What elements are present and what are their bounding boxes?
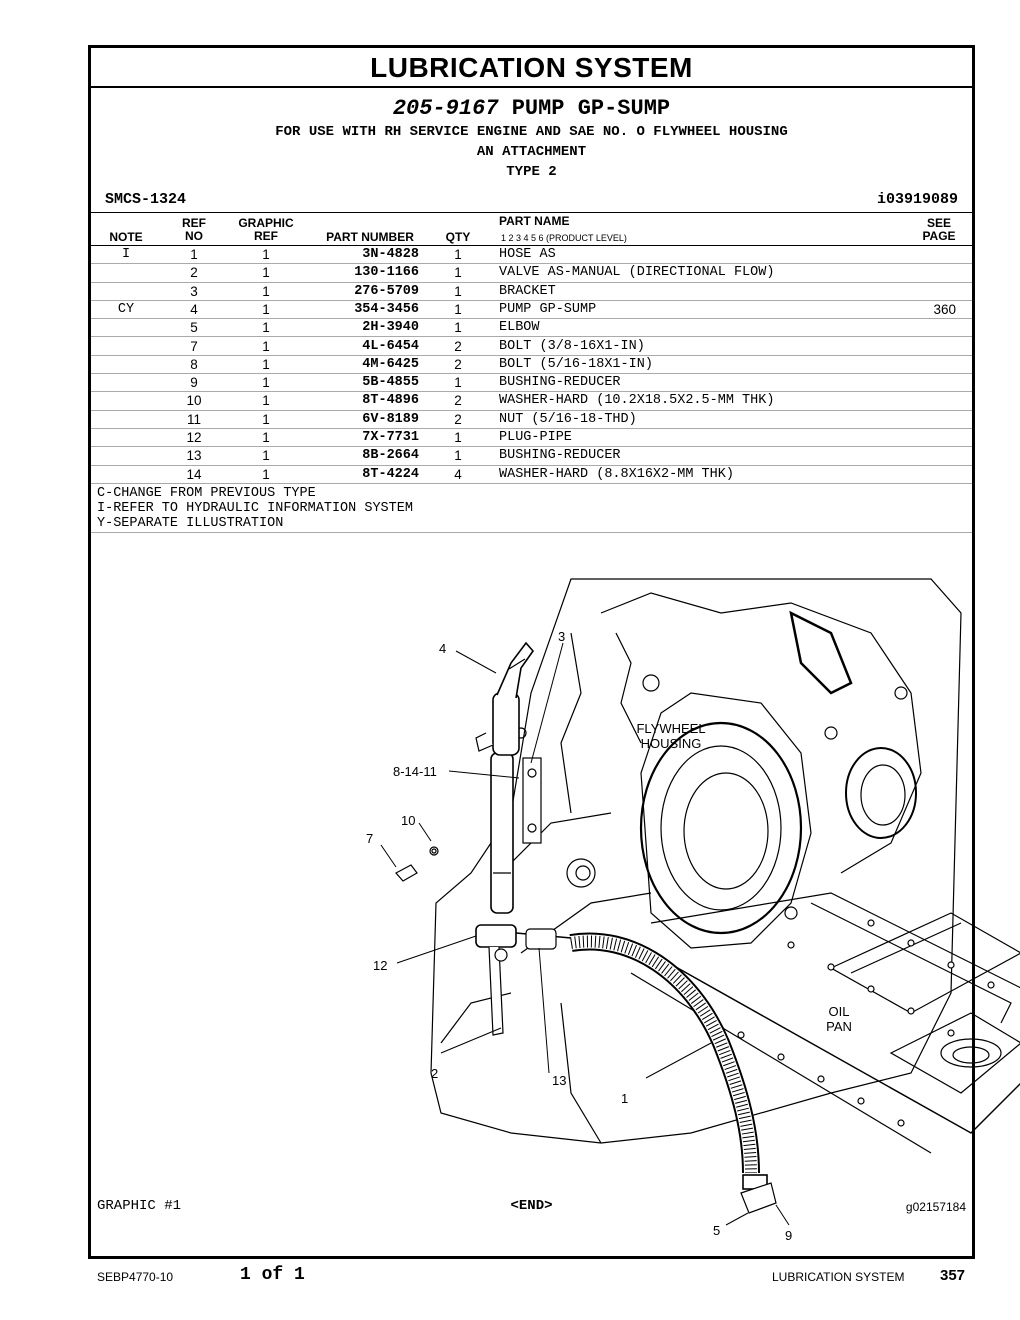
part-number[interactable]: 5B-4855	[362, 375, 419, 391]
callout-8-14-11[interactable]: 8-14-11	[393, 764, 437, 779]
table-row	[91, 283, 972, 301]
col-see-page-top: SEE	[926, 216, 951, 230]
part-ref-no: 13	[186, 448, 202, 464]
part-graphic-ref: 1	[262, 247, 270, 262]
part-ref-no: 7	[190, 338, 198, 354]
col-graphic-ref-top: GRAPHIC	[238, 216, 294, 230]
table-row	[91, 429, 972, 447]
part-graphic-ref: 1	[262, 448, 270, 464]
divider	[91, 532, 972, 533]
part-number[interactable]: 354-3456	[354, 301, 419, 317]
label-flywheel: FLYWHEEL	[636, 721, 706, 736]
part-name: HOSE AS	[499, 247, 556, 262]
part-qty: 1	[454, 265, 462, 281]
part-graphic-ref: 1	[262, 320, 270, 336]
table-row	[91, 338, 972, 356]
part-see-page[interactable]: 360	[933, 301, 956, 317]
col-ref-no	[176, 217, 212, 243]
part-graphic-ref: 1	[262, 338, 270, 354]
part-note: I	[121, 247, 131, 262]
part-graphic-ref: 1	[262, 430, 270, 445]
part-ref-no: 2	[190, 265, 198, 281]
part-ref-no: 9	[190, 375, 198, 391]
group-heading	[91, 96, 972, 121]
table-row	[91, 246, 972, 264]
part-name: PLUG-PIPE	[499, 430, 572, 445]
col-ref-no-top: REF	[182, 216, 206, 230]
document-ident: i03919089	[876, 191, 958, 208]
part-qty: 4	[454, 466, 462, 482]
part-name: ELBOW	[499, 320, 540, 336]
part-graphic-ref: 1	[262, 283, 270, 299]
graphic-code: g02157184	[905, 1200, 966, 1214]
part-graphic-ref: 1	[262, 411, 270, 427]
callout-7[interactable]: 7	[366, 831, 374, 846]
footer-doc-number: SEBP4770-10	[97, 1270, 174, 1284]
note-hydraulic: I-REFER TO HYDRAULIC INFORMATION SYSTEM	[97, 501, 413, 516]
note-separate: Y-SEPARATE ILLUSTRATION	[97, 516, 284, 531]
part-note: CY	[117, 301, 135, 317]
part-number[interactable]: 6V-8189	[362, 411, 419, 427]
part-name: WASHER-HARD (8.8X16X2-MM THK)	[499, 466, 734, 482]
group-line-2: AN ATTACHMENT	[476, 144, 587, 160]
table-row	[91, 319, 972, 337]
part-graphic-ref: 1	[262, 375, 270, 391]
part-name: BOLT (3/8-16X1-IN)	[499, 338, 645, 354]
callout-5[interactable]: 5	[713, 1223, 721, 1238]
part-qty: 1	[454, 283, 462, 299]
part-qty: 1	[454, 301, 462, 317]
table-row	[91, 356, 972, 374]
col-ref-no-bottom: NO	[185, 229, 203, 243]
graphic-label: GRAPHIC #1	[97, 1198, 182, 1214]
part-qty: 2	[454, 356, 462, 372]
part-qty: 2	[454, 411, 462, 427]
footer-section: LUBRICATION SYSTEM	[772, 1270, 905, 1284]
group-line-1: FOR USE WITH RH SERVICE ENGINE AND SAE NO. O FLYWHEEL HOUSING	[275, 124, 788, 140]
part-graphic-ref: 1	[262, 301, 270, 317]
divider	[91, 212, 972, 213]
part-qty: 1	[454, 375, 462, 391]
part-ref-no: 10	[186, 393, 202, 409]
label-pan: PAN	[826, 1019, 852, 1034]
part-qty: 2	[454, 338, 462, 354]
part-name: BUSHING-REDUCER	[499, 448, 621, 464]
col-graphic-ref-bottom: REF	[254, 229, 278, 243]
part-ref-no: 1	[190, 247, 198, 262]
note-change: C-CHANGE FROM PREVIOUS TYPE	[97, 486, 316, 501]
part-ref-no: 5	[190, 320, 198, 336]
table-row	[91, 466, 972, 484]
page-frame	[88, 45, 975, 1259]
part-ref-no: 12	[186, 430, 202, 445]
callout-3[interactable]: 3	[558, 629, 566, 644]
table-row	[91, 447, 972, 465]
part-ref-no: 14	[186, 466, 202, 482]
label-oil: OIL	[828, 1004, 850, 1019]
group-name: PUMP GP-SUMP	[511, 96, 671, 121]
part-number[interactable]: 7X-7731	[362, 430, 419, 445]
page-title: LUBRICATION SYSTEM	[91, 48, 972, 88]
part-name: WASHER-HARD (10.2X18.5X2.5-MM THK)	[499, 393, 775, 409]
callout-2[interactable]: 2	[431, 1066, 439, 1081]
part-qty: 1	[454, 430, 462, 445]
part-number[interactable]: 4L-6454	[362, 338, 419, 354]
end-marker: <END>	[510, 1198, 553, 1214]
part-graphic-ref: 1	[262, 265, 270, 281]
part-number[interactable]: 8T-4896	[362, 393, 419, 409]
part-ref-no: 8	[190, 356, 198, 372]
part-name: NUT (5/16-18-THD)	[499, 411, 637, 427]
callout-1[interactable]: 1	[621, 1091, 629, 1106]
group-number[interactable]: 205-9167	[392, 96, 499, 121]
col-see-page	[911, 217, 967, 243]
part-qty: 2	[454, 393, 462, 409]
part-ref-no: 4	[190, 301, 198, 317]
part-number[interactable]: 130-1166	[354, 265, 419, 281]
col-product-levels: 1 2 3 4 5 6 (PRODUCT LEVEL)	[501, 233, 627, 243]
part-qty: 1	[454, 448, 462, 464]
part-qty: 1	[454, 247, 462, 262]
notes-legend	[97, 486, 413, 531]
part-qty: 1	[454, 320, 462, 336]
col-see-page-bottom: PAGE	[922, 229, 956, 243]
part-name: PUMP GP-SUMP	[499, 301, 597, 317]
footer-page-of: 1 of 1	[240, 1265, 305, 1285]
table-row	[91, 301, 972, 319]
part-name: BRACKET	[499, 283, 556, 299]
part-number[interactable]: 3N-4828	[362, 247, 419, 262]
callout-9[interactable]: 9	[785, 1228, 793, 1243]
part-ref-no: 11	[186, 411, 201, 427]
col-qty: QTY	[445, 230, 471, 244]
part-number[interactable]: 8B-2664	[362, 448, 419, 464]
callout-4[interactable]: 4	[439, 641, 447, 656]
part-graphic-ref: 1	[262, 393, 270, 409]
group-line-3: TYPE 2	[506, 164, 557, 180]
label-housing: HOUSING	[640, 736, 702, 751]
part-number[interactable]: 2H-3940	[362, 320, 419, 336]
part-name: VALVE AS-MANUAL (DIRECTIONAL FLOW)	[499, 265, 775, 281]
callout-12[interactable]: 12	[373, 958, 388, 973]
callout-13[interactable]: 13	[552, 1073, 567, 1088]
col-part-name: PART NAME	[499, 214, 570, 228]
part-number[interactable]: 4M-6425	[362, 356, 419, 372]
col-part-number: PART NUMBER	[326, 230, 414, 244]
part-number[interactable]: 276-5709	[354, 283, 419, 299]
table-row	[91, 264, 972, 282]
smcs-code: SMCS-1324	[105, 191, 187, 208]
table-row	[91, 374, 972, 392]
table-row	[91, 411, 972, 429]
footer-page-number: 357	[940, 1267, 966, 1284]
callout-10[interactable]: 10	[401, 813, 416, 828]
part-graphic-ref: 1	[262, 466, 270, 482]
part-graphic-ref: 1	[262, 356, 270, 372]
col-note: NOTE	[109, 230, 143, 244]
part-number[interactable]: 8T-4224	[362, 466, 419, 482]
part-ref-no: 3	[190, 283, 198, 299]
part-name: BOLT (5/16-18X1-IN)	[499, 356, 653, 372]
table-row	[91, 392, 972, 410]
col-graphic-ref	[231, 217, 301, 243]
part-name: BUSHING-REDUCER	[499, 375, 621, 391]
